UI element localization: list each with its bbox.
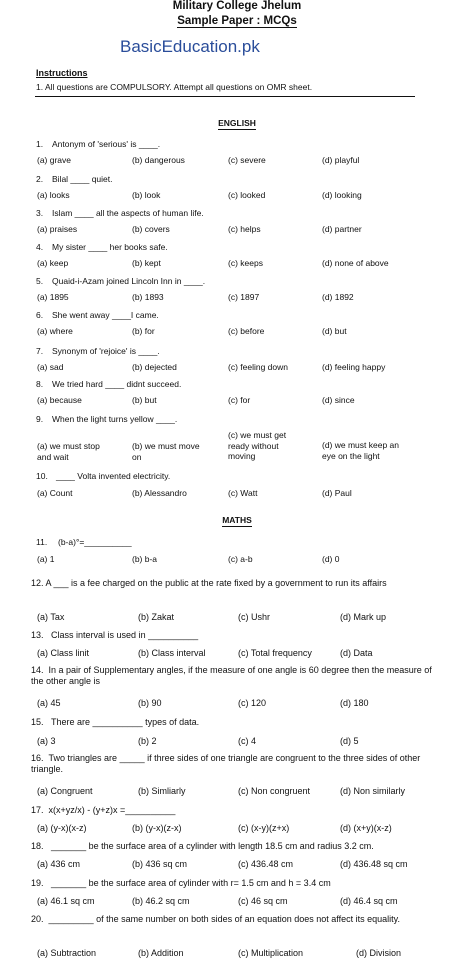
question-7: 7. Synonym of 'rejoice' is ____. <box>36 346 160 356</box>
option-15c: (c) 4 <box>238 736 256 746</box>
option-18a: (a) 436 cm <box>37 859 81 869</box>
option-2a: (a) looks <box>37 190 70 200</box>
option-8d: (d) since <box>322 395 355 405</box>
question-15: 15. There are __________ types of data. <box>31 717 200 727</box>
option-3b: (b) covers <box>132 224 170 234</box>
option-15a: (a) 3 <box>37 736 56 746</box>
question-18: 18. _______ be the surface area of a cylinder with length 18.5 cm and radius 3.2 cm. <box>31 841 374 851</box>
option-9a: (a) we must stop and wait <box>37 441 100 462</box>
option-20d: (d) Division <box>356 948 402 958</box>
option-8a: (a) because <box>37 395 82 405</box>
option-10a: (a) Count <box>37 488 73 498</box>
option-11d: (d) 0 <box>322 554 340 564</box>
option-5c: (c) 1897 <box>228 292 260 302</box>
question-1: 1. Antonym of 'serious' is ____. <box>36 139 161 149</box>
option-10d: (d) Paul <box>322 488 352 498</box>
option-8c: (c) for <box>228 395 251 405</box>
option-16d: (d) Non similarly <box>340 786 406 796</box>
option-20c: (c) Multiplication <box>238 948 304 958</box>
option-19a: (a) 46.1 sq cm <box>37 896 95 906</box>
option-12d: (d) Mark up <box>340 612 387 622</box>
option-9c: (c) we must get ready without moving <box>228 430 287 461</box>
option-19c: (c) 46 sq cm <box>238 896 288 906</box>
section-title-maths <box>0 515 474 525</box>
option-7c: (c) feeling down <box>228 362 289 372</box>
question-8: 8. We tried hard ____ didnt succeed. <box>36 379 182 389</box>
option-18c: (c) 436.48 cm <box>238 859 294 869</box>
question-5: 5. Quaid-i-Azam joined Lincoln Inn in ____. <box>36 276 206 286</box>
option-11a: (a) 1 <box>37 554 55 564</box>
question-4: 4. My sister ____ her books safe. <box>36 242 168 252</box>
option-15b: (b) 2 <box>138 736 157 746</box>
question-12: 12. A ___ is a fee charged on the public at the rate fixed by a government to run its affairs <box>31 578 387 588</box>
question-14: 14. In a pair of Supplementary angles, if the measure of one angle is 60 degree then the measure of the other angle is <box>31 665 432 686</box>
option-14c: (c) 120 <box>238 698 267 708</box>
question-2: 2. Bilal ____ quiet. <box>36 174 113 184</box>
question-9: 9. When the light turns yellow ____. <box>36 414 178 424</box>
option-17c: (c) (x-y)(z+x) <box>238 823 290 833</box>
option-6b: (b) for <box>132 326 155 336</box>
question-20: 20. _________ of the same number on both sides of an equation does not affect its equality. <box>31 914 400 924</box>
option-19d: (d) 46.4 sq cm <box>340 896 398 906</box>
option-12a: (a) Tax <box>37 612 65 622</box>
option-9b: (b) we must move on <box>132 441 200 462</box>
option-17b: (b) (y-x)(z-x) <box>132 823 182 833</box>
question-11: 11. (b-a)°=__________ <box>36 537 132 547</box>
question-19: 19. _______ be the surface area of cylinder with r= 1.5 cm and h = 3.4 cm <box>31 878 331 888</box>
option-10c: (c) Watt <box>228 488 258 498</box>
option-14d: (d) 180 <box>340 698 369 708</box>
option-10b: (b) Alessandro <box>132 488 187 498</box>
section-title-english <box>0 118 474 128</box>
option-6c: (c) before <box>228 326 265 336</box>
option-1b: (b) dangerous <box>132 155 185 165</box>
option-3d: (d) partner <box>322 224 362 234</box>
section-title-english-text: ENGLISH <box>218 118 256 128</box>
option-5a: (a) 1895 <box>37 292 69 302</box>
option-4c: (c) keeps <box>228 258 263 268</box>
option-7b: (b) dejected <box>132 362 177 372</box>
option-12b: (b) Zakat <box>138 612 175 622</box>
option-7d: (d) feeling happy <box>322 362 386 372</box>
option-11c: (c) a-b <box>228 554 253 564</box>
question-17: 17. x(x+yz/x) - (y+z)x =__________ <box>31 805 176 815</box>
option-7a: (a) sad <box>37 362 64 372</box>
option-1c: (c) severe <box>228 155 266 165</box>
paper-title-text: Sample Paper : MCQs <box>177 15 297 27</box>
option-14a: (a) 45 <box>37 698 61 708</box>
option-18d: (d) 436.48 sq cm <box>340 859 408 869</box>
question-16: 16. Two triangles are _____ if three sides of one triangle are congruent to the three sides of other triangle. <box>31 753 421 774</box>
option-2b: (b) look <box>132 190 161 200</box>
option-4d: (d) none of above <box>322 258 389 268</box>
option-17a: (a) (y-x)(x-z) <box>37 823 87 833</box>
option-14b: (b) 90 <box>138 698 162 708</box>
option-20b: (b) Addition <box>138 948 184 958</box>
option-4a: (a) keep <box>37 258 69 268</box>
option-2d: (d) looking <box>322 190 362 200</box>
option-5b: (b) 1893 <box>132 292 164 302</box>
option-1d: (d) playful <box>322 155 360 165</box>
option-17d: (d) (x+y)(x-z) <box>340 823 392 833</box>
option-19b: (b) 46.2 sq cm <box>132 896 190 906</box>
option-6d: (d) but <box>322 326 347 336</box>
instructions-text: 1. All questions are COMPULSORY. Attempt all questions on OMR sheet. <box>36 82 313 92</box>
instructions-title: Instructions <box>36 68 88 78</box>
option-13d: (d) Data <box>340 648 373 658</box>
section-title-maths-text: MATHS <box>222 515 252 525</box>
divider <box>35 96 415 97</box>
question-10: 10. ____ Volta invented electricity. <box>36 471 171 481</box>
question-3: 3. Islam ____ all the aspects of human life. <box>36 208 204 218</box>
question-13: 13. Class interval is used in __________ <box>31 630 199 640</box>
option-8b: (b) but <box>132 395 157 405</box>
question-6: 6. She went away ____I came. <box>36 310 159 320</box>
option-4b: (b) kept <box>132 258 161 268</box>
option-13c: (c) Total frequency <box>238 648 312 658</box>
option-3a: (a) praises <box>37 224 78 234</box>
option-16a: (a) Congruent <box>37 786 93 796</box>
college-name: Military College Jhelum <box>172 0 302 12</box>
option-2c: (c) looked <box>228 190 266 200</box>
option-20a: (a) Subtraction <box>37 948 97 958</box>
option-9d: (d) we must keep an eye on the light <box>322 440 400 461</box>
option-13b: (b) Class interval <box>138 648 206 658</box>
site-watermark: BasicEducation.pk <box>120 37 260 56</box>
paper-title <box>0 15 474 28</box>
option-5d: (d) 1892 <box>322 292 354 302</box>
option-11b: (b) b-a <box>132 554 158 564</box>
option-12c: (c) Ushr <box>238 612 270 622</box>
option-13a: (a) Class linit <box>37 648 90 658</box>
option-16b: (b) Simliarly <box>138 786 186 796</box>
option-18b: (b) 436 sq cm <box>132 859 188 869</box>
option-3c: (c) helps <box>228 224 261 234</box>
option-1a: (a) grave <box>37 155 72 165</box>
option-16c: (c) Non congruent <box>238 786 311 796</box>
option-15d: (d) 5 <box>340 736 359 746</box>
option-6a: (a) where <box>37 326 73 336</box>
